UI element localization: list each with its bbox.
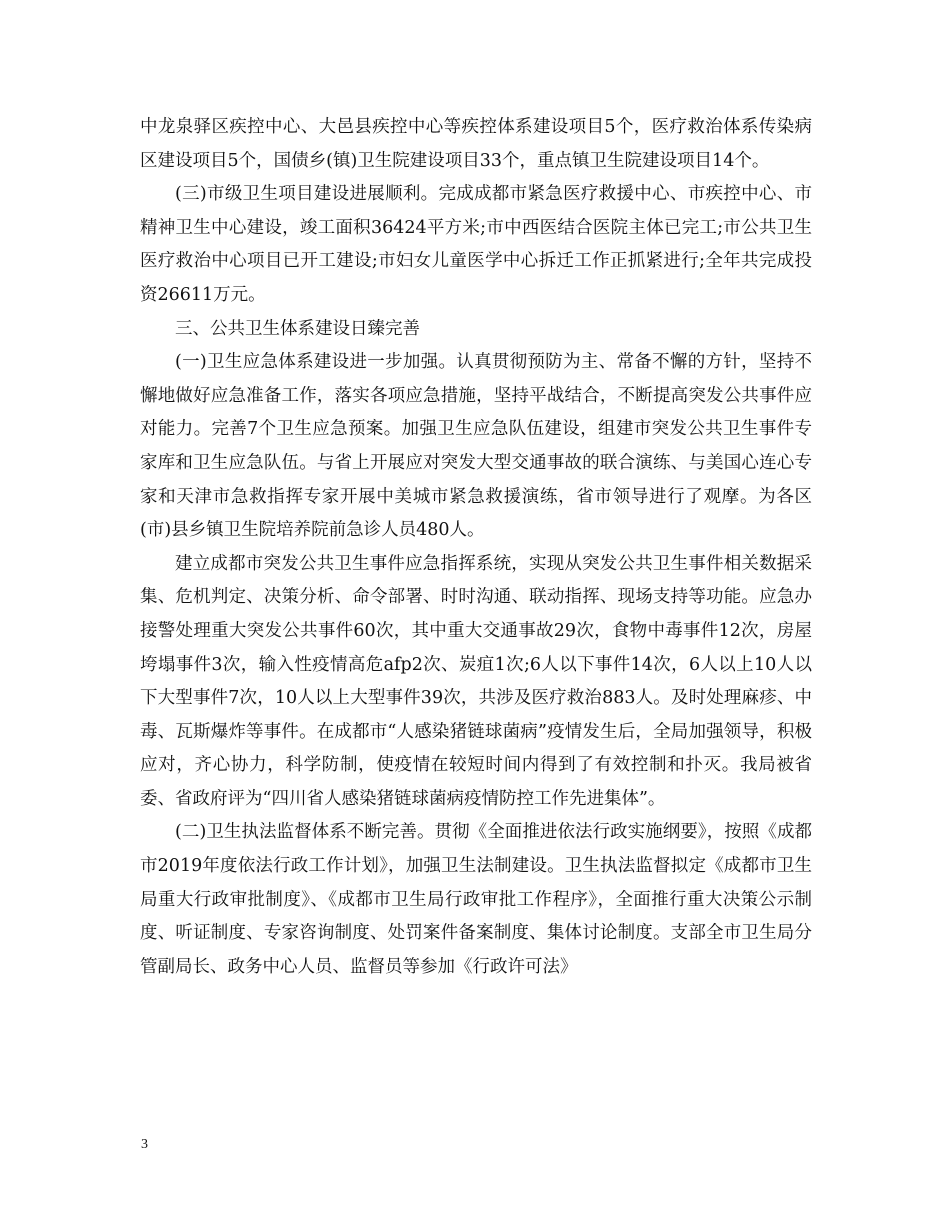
paragraph-city-projects: (三)市级卫生项目建设进展顺利。完成成都市紧急医疗救援中心、市疾控中心、市精神卫生中心建设，竣工面积36424平方米;市中西医结合医院主体已完工;市公共卫生医疗救治中心项目已开工建设;市妇女儿童医学中心拆迁工作正抓紧进行;全年共完成投资26611万元。 — [140, 184, 812, 305]
document-body — [140, 111, 812, 984]
section-heading-public-health: 三、公共卫生体系建设日臻完善 — [175, 318, 420, 339]
page-number: 3 — [141, 1137, 148, 1152]
paragraph-command-system: 建立成都市突发公共卫生事件应急指挥系统，实现从突发公共卫生事件相关数据采集、危机判定、决策分析、命令部署、时时沟通、联动指挥、现场支持等功能。应急办接警处理重大突发公共事件60次，其中重大交通事故29次，食物中毒事件12次，房屋垮塌事件3次，输入性疫情高危afp2次、炭疽1次;6人以下事件14次，6人以上10人以下大型事件7次，10人以上大型事件39次，共涉及医疗救治883人。及时处理麻疹、中毒、瓦斯爆炸等事件。在成都市“人感染猪链球菌病”疫情发生后，全局加强领导，积极应对，齐心协力，科学防制，使疫情在较短时间内得到了有效控制和扑灭。我局被省委、省政府评为“四川省人感染猪链球菌病疫情防控工作先进集体”。 — [140, 553, 812, 809]
paragraph-emergency-system: (一)卫生应急体系建设进一步加强。认真贯彻预防为主、常备不懈的方针，坚持不懈地做好应急准备工作，落实各项应急措施，坚持平战结合，不断提高突发公共事件应对能力。完善7个卫生应急预案。加强卫生应急队伍建设，组建市突发公共卫生事件专家库和卫生应急队伍。与省上开展应对突发大型交通事故的联合演练、与美国心连心专家和天津市急救指挥专家开展中美城市紧急救援演练，省市领导进行了观摩。为各区(市)县乡镇卫生院培养院前急诊人员480人。 — [140, 352, 812, 541]
paragraph-disease-control-projects: 中龙泉驿区疾控中心、大邑县疾控中心等疾控体系建设项目5个，医疗救治体系传染病区建设项目5个，国债乡(镇)卫生院建设项目33个，重点镇卫生院建设项目14个。 — [140, 117, 812, 171]
paragraph-law-enforcement: (二)卫生执法监督体系不断完善。贯彻《全面推进依法行政实施纲要》，按照《成都市2019年度依法行政工作计划》，加强卫生法制建设。卫生执法监督拟定《成都市卫生局重大行政审批制度》、《成都市卫生局行政审批工作程序》，全面推行重大决策公示制度、听证制度、专家咨询制度、处罚案件备案制度、集体讨论制度。支部全市卫生局分管副局长、政务中心人员、监督员等参加《行政许可法》 — [140, 822, 812, 977]
